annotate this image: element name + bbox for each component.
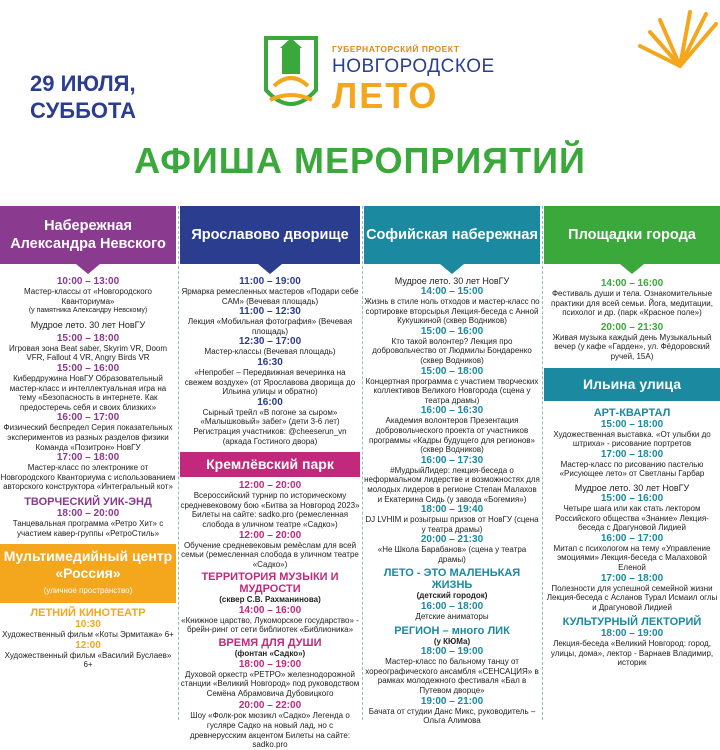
event-description: Полезности для успешной семейной жизни Лекция-беседа с Асланов Турал Исмаил оглы и Драгуновой Лидией	[546, 583, 718, 612]
event-time: 15:00 – 18:00	[420, 365, 484, 377]
event-description: Митап с психологом на тему «Управление эмоциями» Лекция-беседа с Малаховой Еленой	[553, 543, 711, 572]
program-label: Мудрое лето. 30 лет НовГУ	[30, 319, 146, 330]
event-description: Мастер-классы от «Новгородского Кванториума»	[24, 287, 152, 306]
event-time: 15:00 – 16:00	[420, 325, 484, 337]
event-item	[364, 286, 540, 326]
event-item	[544, 449, 720, 479]
event-item	[0, 640, 176, 670]
event-description: Художественный фильм «Коты Эрмитажа» 6+	[2, 630, 174, 640]
event-item	[180, 336, 360, 357]
event-description: Кто такой волонтер? Лекция про добровольчество от Людмилы Бондаренко (сквер Водников)	[372, 336, 532, 365]
event-item	[544, 322, 720, 362]
event-time: 20:00 – 21:30	[420, 534, 484, 546]
event-item	[0, 508, 176, 538]
event-item	[364, 366, 540, 406]
event-time: 14:00 – 16:00	[600, 278, 664, 289]
event-description: Детские аниматоры	[415, 612, 489, 622]
event-description: Концертная программа с участием творческих коллективов Великого Новгорода (сцена у театра драмы)	[365, 376, 539, 405]
event-time: 18:00 – 19:40	[420, 504, 484, 516]
event-item	[364, 601, 540, 622]
column-city-venues	[544, 206, 720, 720]
event-description: Бачата от студии Данс Микс, руководитель – Ольга Алимова	[368, 706, 536, 726]
event-description: Шоу «Фолк-рок мюзикл «Садко» Легенда о гусляре Садко на новый лад, но с древнерусским акцентом Билеты на сайте: sadko.pro	[189, 711, 351, 750]
event-item	[364, 405, 540, 454]
section-subtitle: АРТ-КВАРТАЛ	[593, 406, 671, 419]
event-time: 16:00 – 17:30	[420, 454, 484, 466]
event-item	[180, 276, 360, 306]
event-description: Физический беспредел Серия показательных экспериментов из разных разделов физики Команда «Позитрон» НовГУ	[3, 423, 173, 452]
event-time: 16:00	[257, 396, 283, 408]
event-description: «Не Школа Барабанов» (сцена у театра драмы)	[377, 545, 527, 564]
column-divider	[542, 206, 543, 720]
event-time: 12:30 – 17:00	[238, 336, 302, 348]
column-yaroslav-court	[180, 206, 360, 750]
event-time: 12:00 – 20:00	[238, 480, 302, 492]
event-item	[364, 534, 540, 564]
date-line: 29 ИЮЛЯ,	[30, 71, 136, 96]
novgorod-summer-logo-icon	[260, 30, 322, 120]
arrow-down-icon	[620, 264, 644, 274]
event-item	[544, 533, 720, 573]
weekday-line: СУББОТА	[30, 98, 136, 123]
arrow-down-icon	[76, 264, 100, 274]
event-description: Сырный трейл «В погоне за сыром» «Малышковый» забег» (дети 3-6 лет) Регистрация участников: @cheeserun_vn (аркада Гостиного двора)	[193, 407, 347, 446]
event-item	[544, 628, 720, 668]
event-time: 15:00 – 18:00	[56, 332, 120, 344]
section-subtitle: ТЕРРИТОРИЯ МУЗЫКИ И МУДРОСТИ	[201, 571, 339, 596]
section-subtitle: ВРЕМЯ ДЛЯ ДУШИ	[218, 637, 322, 650]
event-item	[364, 646, 540, 695]
event-description: Фестиваль души и тела. Ознакомительные практики для всей семьи. Йога, медитации, психолог и др. (парк «Красное поле»)	[551, 289, 713, 318]
arrow-down-icon	[440, 264, 464, 274]
event-item	[180, 659, 360, 699]
column-divider	[362, 206, 363, 720]
project-logo-text	[332, 44, 495, 114]
event-item	[0, 333, 176, 363]
event-description: Жизнь в стиле ноль отходов и мастер-класс по сортировке вторсырья Лекция-беседа с Анной Кукушкиной (сквер Водников)	[364, 297, 540, 326]
event-time: 18:00 – 19:00	[600, 628, 664, 640]
event-item	[364, 696, 540, 726]
event-description: Танцевальная программа «Ретро Хит» с участием кавер-группы «РетроСтиль»	[12, 518, 164, 538]
event-time: 10:30	[75, 619, 101, 631]
section-subtitle: РЕГИОН – много ЛИК	[394, 624, 510, 637]
project-name-bottom: ЛЕТО	[332, 75, 439, 116]
event-description: Живая музыка каждый день Музыкальный вечер (у кафе «Гарден», ул. Фёдоровский ручей, 15А)	[552, 332, 712, 361]
event-item	[0, 363, 176, 412]
event-description: #МудрыйЛидер: лекция-беседа о неформальном лидерстве и возможностях для молодых лидеров в регионе Степан Малахов и Екатерина Сидь (у завода «Богемия»)	[364, 465, 540, 504]
event-description: «Книжное царство, Лукоморское государство» - брейн-ринг от сети библиотек «Библионика»	[181, 615, 359, 635]
column-nevsky-embankment	[0, 206, 176, 720]
event-time: 15:00 – 18:00	[600, 418, 664, 430]
venue-header	[0, 544, 176, 603]
event-location: (у памятника Александру Невскому)	[28, 307, 148, 315]
section-subtitle: ЛЕТНИЙ КИНОТЕАТР	[30, 607, 146, 620]
column-header: Набережная Александра Невского	[0, 206, 176, 264]
venue-note: (уличное пространство)	[43, 586, 133, 596]
arrow-down-icon	[258, 264, 282, 274]
event-description: Мастер-класс по бальному танцу от хореографического ансамбля «СЕНСАЦИЯ» в рамках молодежного фестиваля «Бал в Путевом дворце»	[365, 657, 539, 696]
event-description: Мастер-классы (Вечевая площадь)	[204, 347, 336, 357]
event-description: Академия волонтеров Презентация добровольческого проекта от участников программы «Кадры будущего для регионов» (сквер Водников)	[368, 416, 536, 455]
event-time: 16:30	[257, 356, 283, 368]
event-description: DJ LVHIM и розыгрыш призов от НовГУ (сцена у театра драмы)	[365, 515, 539, 534]
program-label: Мудрое лето. 30 лет НовГУ	[394, 276, 510, 286]
event-time: 11:00 – 19:00	[239, 276, 301, 287]
event-time: 16:00 – 18:00	[420, 601, 484, 613]
column-header: Площадки города	[544, 206, 720, 264]
project-name-top: НОВГОРОДСКОЕ	[332, 56, 495, 77]
event-item	[180, 397, 360, 446]
section-location: (у КЮМа)	[433, 636, 471, 646]
event-time: 14:00 – 16:00	[238, 604, 302, 616]
event-time: 14:00 – 15:00	[420, 286, 484, 297]
event-item	[364, 455, 540, 504]
event-description: Лекция-беседа «Великий Новгород: город, улицы, дома», лектор - Варнаев Владимир, историк	[550, 639, 714, 668]
section-subtitle: ТВОРЧЕСКИЙ УИК-ЭНД	[24, 495, 152, 508]
sun-icon	[620, 6, 720, 86]
event-item	[180, 530, 360, 570]
event-item	[544, 573, 720, 613]
column-sofia-embankment	[364, 206, 540, 726]
event-time: 10:00 – 13:00	[56, 276, 120, 287]
event-time: 18:00 – 20:00	[56, 507, 120, 519]
event-time: 17:00 – 18:00	[56, 452, 120, 464]
event-time: 16:00 – 16:30	[420, 405, 484, 417]
event-description: Мастер-класс по электронике от Новгородского Кванториума с использованием авторского конструктора «Интегральный кот»	[0, 463, 176, 492]
venue-title: Мультимедийный центр «Россия»	[3, 548, 173, 582]
event-item	[180, 306, 360, 336]
event-item	[0, 619, 176, 640]
event-time: 20:00 – 22:00	[238, 700, 302, 712]
event-time: 16:00 – 17:00	[600, 532, 664, 544]
column-header: Ярославово дворище	[180, 206, 360, 264]
event-item	[544, 493, 720, 533]
event-description: Всероссийский турнир по историческому средневековому бою «Битва за Новгород 2023» Билеты на сайте: sadko.pro (ремесленная слобода в уличном театре «Садко»)	[180, 491, 360, 529]
section-location: (детский городок)	[416, 591, 488, 601]
event-item	[0, 412, 176, 452]
event-description: Художественный фильм «Василий Буслаев» 6+	[4, 650, 172, 670]
program-label: Мудрое лето. 30 лет НовГУ	[574, 482, 690, 493]
event-description: Лекция «Мобильная фотография» (Вечевая площадь)	[187, 317, 353, 336]
event-description: Духовой оркестр «РЕТРО» железнодорожной станции «Великий Новгород» под руководством Семёна Абрамовича Дубовицкого	[180, 669, 360, 698]
column-header: Софийская набережная	[364, 206, 540, 264]
section-subtitle: КУЛЬТУРНЫЙ ЛЕКТОРИЙ	[562, 616, 702, 629]
section-subtitle: ЛЕТО - ЭТО МАЛЕНЬКАЯ ЖИЗНЬ	[383, 567, 521, 592]
page-title: АФИША МЕРОПРИЯТИЙ	[134, 140, 586, 181]
event-item	[0, 452, 176, 492]
event-time: 15:00 – 16:00	[56, 362, 120, 374]
event-time: 12:00 – 20:00	[238, 529, 302, 541]
project-subtitle: ГУБЕРНАТОРСКИЙ ПРОЕКТ	[332, 44, 460, 54]
event-time: 19:00 – 21:00	[420, 695, 484, 707]
event-description: Игровая зона Beat saber, Skyrim VR, Doom VFR, Fallout 4 VR, Angry Birds VR	[8, 343, 168, 363]
event-time: 17:00 – 18:00	[600, 572, 664, 584]
event-description: Ярмарка ремесленных мастеров «Подари себе САМ» (Вечевая площадь)	[181, 287, 359, 306]
event-item	[180, 700, 360, 749]
event-time: 11:00 – 12:30	[239, 306, 301, 318]
event-time: 18:00 – 19:00	[420, 646, 484, 658]
event-time: 18:00 – 19:00	[238, 658, 302, 670]
event-description: Четыре шага или как стать лектором Российского общества «Знание» Лекция-беседа с Драгуновой Лидией	[555, 503, 709, 533]
event-item	[180, 480, 360, 529]
header	[0, 0, 720, 200]
event-item	[364, 326, 540, 366]
event-item	[180, 605, 360, 635]
event-date	[30, 70, 136, 124]
event-description: Кибердружина НовГУ Образовательный мастер-класс и интеллектуальная игра на тему «Безопасность в интернете. Как предостеречь себя и своих близких»	[9, 373, 167, 412]
venue-header: Ильина улица	[544, 368, 720, 401]
venue-header: Кремлёвский парк	[180, 452, 360, 477]
column-divider	[178, 206, 179, 720]
event-description: «Непробег – Передвижная вечеринка на свежем воздухе» (от Ярославова дворища до Ильина улицы и обратно)	[184, 367, 356, 397]
event-time: 20:00 – 21:30	[600, 321, 664, 333]
section-location: (фонтан «Садко»)	[234, 649, 306, 659]
event-item	[0, 276, 176, 316]
section-location: (сквер С.В. Рахманинова)	[219, 595, 321, 605]
event-time: 15:00 – 16:00	[600, 492, 664, 504]
event-time: 16:00 – 17:00	[56, 412, 120, 424]
event-item	[364, 504, 540, 534]
event-description: Художественная выставка. «От улыбки до штриха» - рисование портретов	[553, 429, 711, 449]
event-item	[544, 419, 720, 449]
event-item	[180, 357, 360, 397]
event-description: Обучение средневековым ремёслам для всей семьи (ремесленная слобода в уличном театре «Садко»)	[181, 540, 359, 569]
event-time: 12:00	[75, 639, 101, 651]
event-time: 17:00 – 18:00	[600, 448, 664, 460]
event-item	[544, 278, 720, 318]
event-description: Мастер-класс по рисованию пастелью «Рисующее лето» от Светланы Гарбар	[559, 459, 705, 479]
